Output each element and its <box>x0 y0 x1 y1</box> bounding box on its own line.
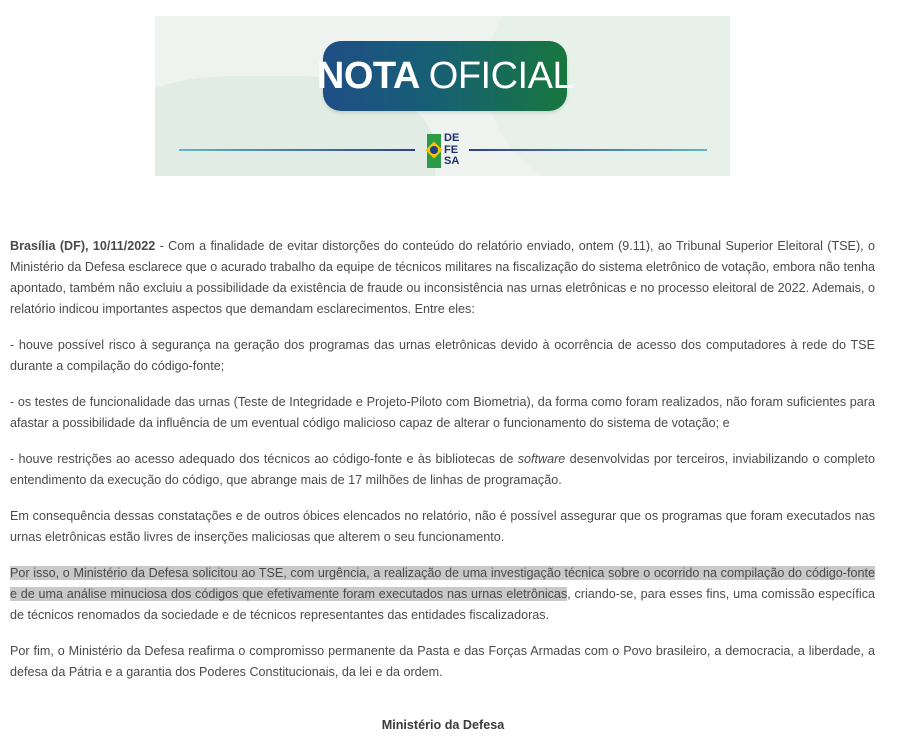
dateline: Brasília (DF), 10/11/2022 <box>10 239 156 253</box>
lead-paragraph <box>10 236 875 320</box>
signature: Ministério da Defesa <box>381 718 505 732</box>
list-item-3 <box>10 449 875 491</box>
logo-globe <box>430 146 438 154</box>
request-paragraph-rest: , criando-se, para esses fins, uma comissão específica de técnicos renomados da sociedade e de técnicos representantes das entidades fiscalizadoras. <box>10 587 875 622</box>
logo-text-line-1: DE <box>444 132 460 144</box>
banner-title-bold: NOTA <box>316 54 420 97</box>
banner-title-regular: OFICIAL <box>428 54 574 97</box>
banner-divider-right <box>469 149 707 151</box>
logo-text <box>444 133 459 168</box>
article-body <box>10 236 875 698</box>
list-item-3-text-b: desenvolvidas por terceiros, inviabilizando o completo entendimento da execução do código, que abrange mais de 17 milhões de linhas de programação. <box>10 452 876 487</box>
closing-paragraph: Por fim, o Ministério da Defesa reafirma o compromisso permanente da Pasta e das Forças Armadas com o Povo brasileiro, a democracia, a liberdade, a defesa da Pátria e a garantia dos Poderes Constitucionais, da lei e da ordem. <box>10 644 875 679</box>
highlighted-text: Por isso, o Ministério da Defesa solicitou ao TSE, com urgência, a realização de uma investigação técnica sobre o ocorrido na compilação do código-fonte e de uma análise minuciosa dos códigos que efetivamente foram executados nas urnas eletrônicas <box>10 566 875 601</box>
list-item-3-emphasis: software <box>517 452 566 466</box>
nota-oficial-badge <box>316 41 574 111</box>
request-paragraph <box>10 563 875 626</box>
defesa-logo-icon <box>425 132 465 170</box>
banner-divider-left <box>179 149 415 151</box>
consequence-paragraph: Em consequência dessas constatações e de outros óbices elencados no relatório, não é possível assegurar que os programas que foram executados nas urnas eletrônicas estão livres de inserções maliciosas que alterem o seu funcionamento. <box>10 509 875 544</box>
lead-text: - Com a finalidade de evitar distorções do conteúdo do relatório enviado, ontem (9.11), ao Tribunal Superior Eleitoral (TSE), o Ministério da Defesa esclarece que o acurado trabalho da equipe de técnicos militares na fiscalização do sistema eletrônico de votação, embora não tenha apontado, também não excluiu a possibilidade da existência de fraude ou inconsistência nas urnas eletrônicas e no processo eleitoral de 2022. Ademais, o relatório indicou importantes aspectos que demandam esclarecimentos. Entre eles: <box>10 239 876 316</box>
list-item-2: - os testes de funcionalidade das urnas (Teste de Integridade e Projeto-Piloto com Biometria), da forma como foram realizados, não foram suficientes para afastar a possibilidade da influência de um eventual código malicioso capaz de alterar o funcionamento do sistema de votação; e <box>10 395 875 430</box>
nota-oficial-banner <box>155 16 730 176</box>
logo-text-line-3: SA <box>444 155 460 167</box>
list-item-1: - houve possível risco à segurança na geração dos programas das urnas eletrônicas devido à ocorrência de acesso dos computadores à rede do TSE durante a compilação do código-fonte; <box>10 338 875 373</box>
logo-text-line-2: FE <box>444 143 459 156</box>
list-item-3-text-a: - houve restrições ao acesso adequado dos técnicos ao código-fonte e às bibliotecas de <box>10 452 518 466</box>
